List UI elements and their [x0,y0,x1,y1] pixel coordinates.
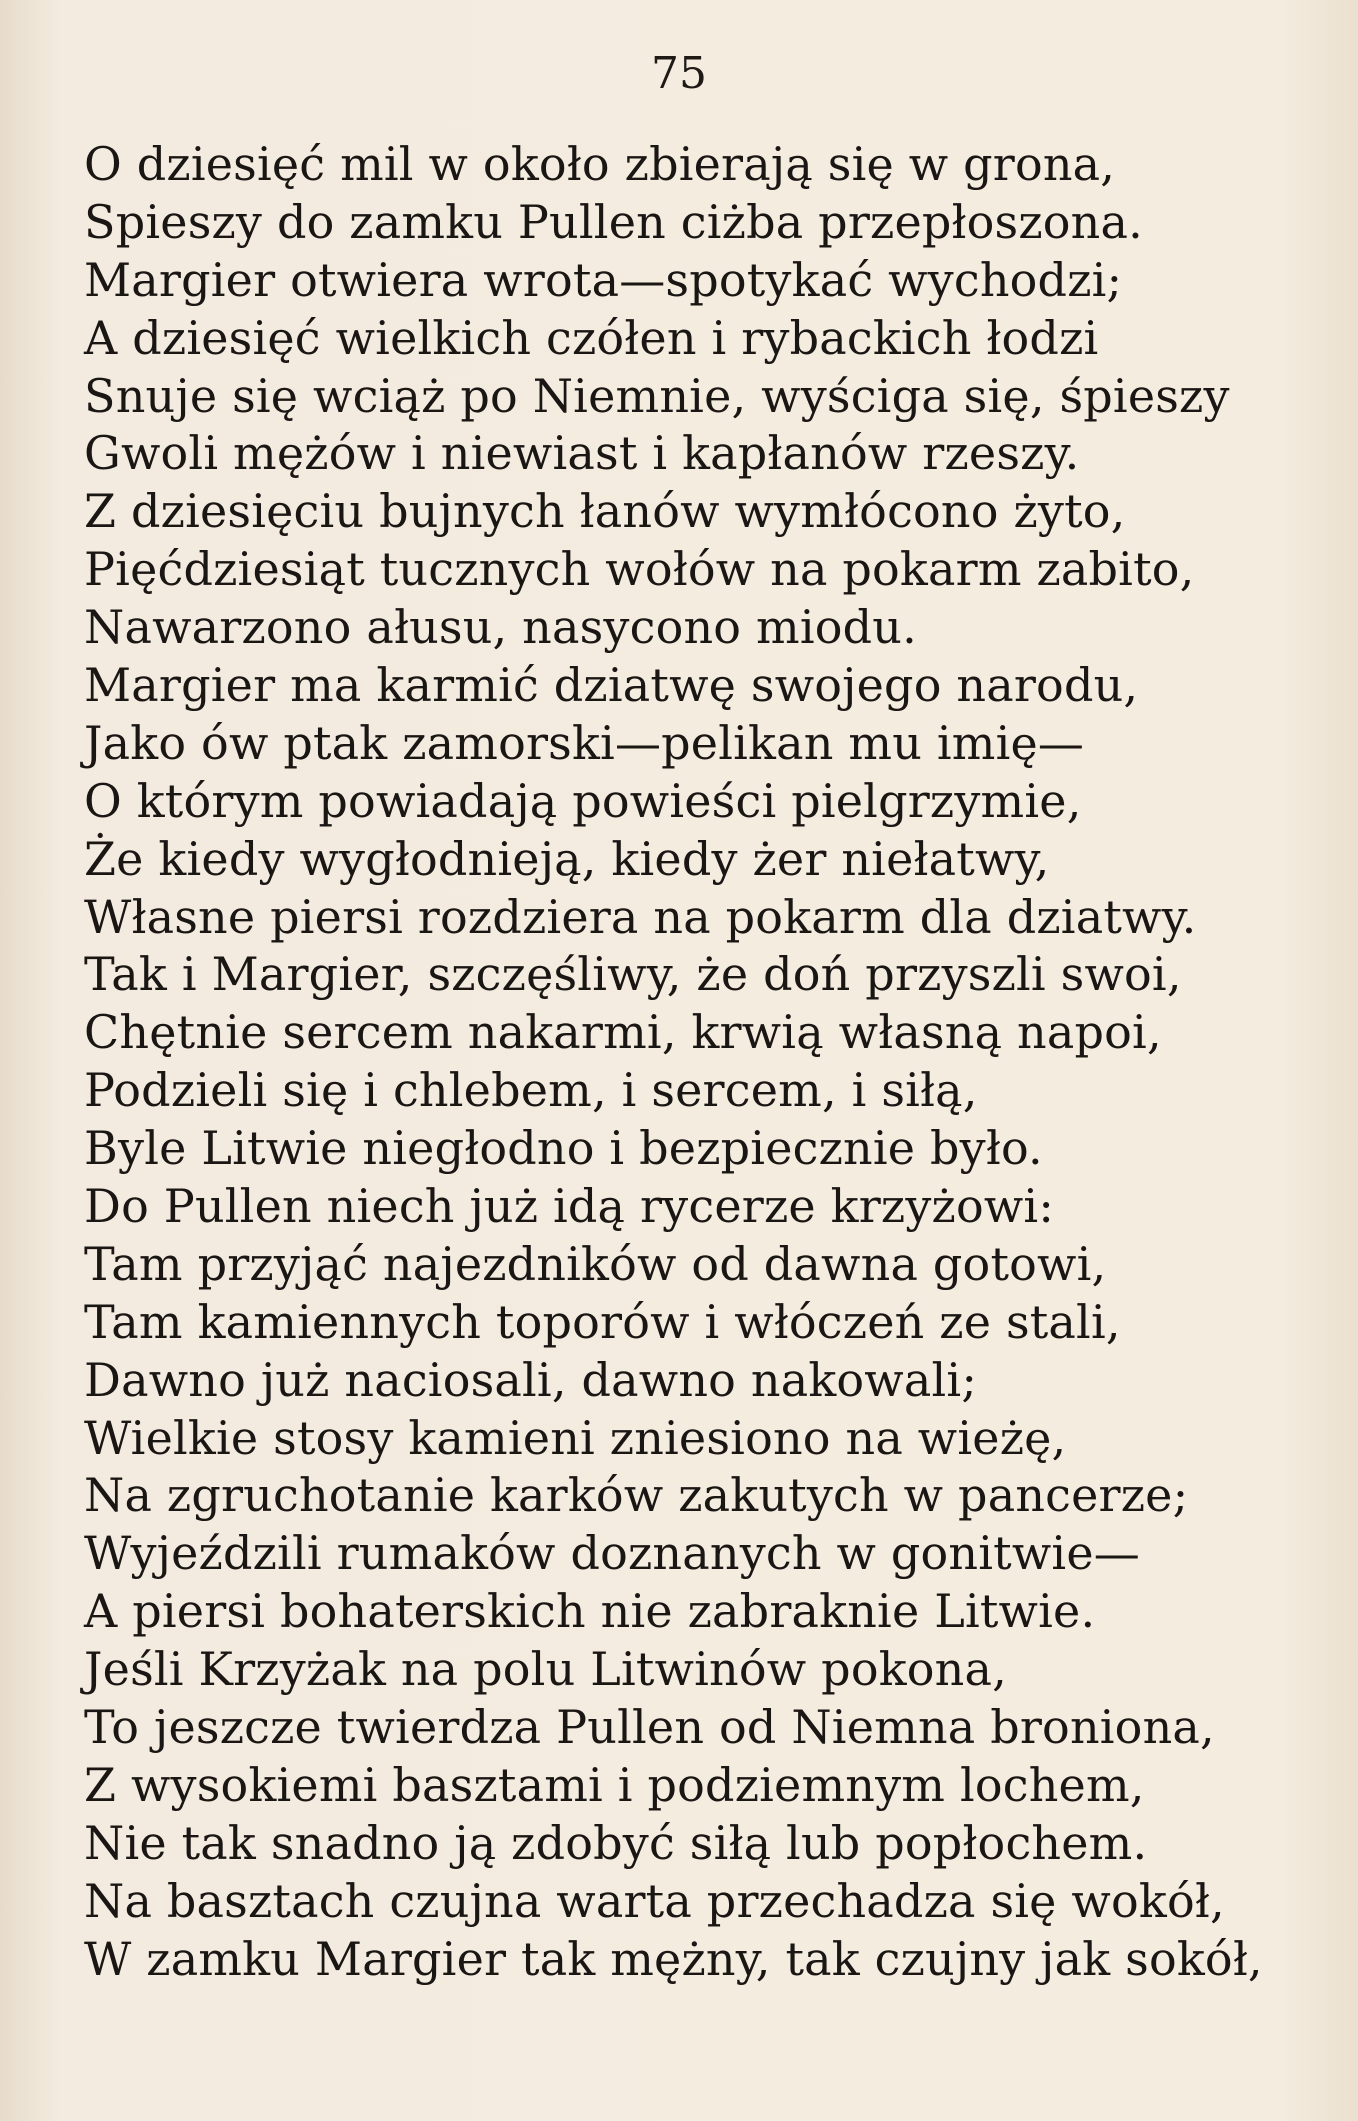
verse-line: Na basztach czujna warta przechadza się wokół, [84,1873,1225,1928]
verse-line: Tak i Margier, szczęśliwy, że doń przyszli swoi, [84,947,1182,1002]
verse-line: Podzieli się i chlebem, i sercem, i siłą, [84,1063,978,1118]
verse-line: Snuje się wciąż po Niemnie, wyściga się, śpieszy [84,368,1230,423]
verse-line: Wielkie stosy kamieni zniesiono na wieżę, [84,1410,1067,1465]
verse-line: Że kiedy wygłodnieją, kiedy żer niełatwy, [84,831,1050,886]
verse-line: A dziesięć wielkich czółen i rybackich łodzi [84,310,1099,365]
verse-line: O dziesięć mil w około zbierają się w grona, [84,137,1116,191]
verse-line: Spieszy do zamku Pullen ciżba przepłoszona. [84,194,1143,249]
verse-line: Margier ma karmić dziatwę swojego narodu, [84,658,1139,713]
verse-line: Margier otwiera wrota—spotykać wychodzi; [84,252,1123,307]
verse-line: To jeszcze twierdza Pullen od Niemna broniona, [84,1700,1215,1755]
verse-line: Chętnie sercem nakarmi, krwią własną napoi, [84,1005,1162,1060]
verse-line: Jako ów ptak zamorski—pelikan mu imię— [84,715,1085,770]
verse-line: Do Pullen niech już idą rycerze krzyżowi: [84,1179,1055,1234]
verse-line: Z wysokiemi basztami i podziemnym lochem, [84,1757,1145,1812]
verse-line: Byle Litwie niegłodno i bezpiecznie było. [84,1121,1043,1176]
verse-line: Pięćdziesiąt tucznych wołów na pokarm zabito, [84,542,1195,597]
verse-line: Gwoli mężów i niewiast i kapłanów rzeszy. [84,426,1080,481]
verse-line: O którym powiadają powieści pielgrzymie, [84,773,1082,828]
verse-line: Wyjeździli rumaków doznanych w gonitwie— [84,1526,1140,1581]
page-number: 75 [651,48,707,99]
verse-line: W zamku Margier tak mężny, tak czujny jak sokół, [84,1931,1263,1986]
verse-line: Jeśli Krzyżak na polu Litwinów pokona, [84,1642,1007,1697]
verse-line: Tam kamiennych toporów i włóczeń ze stali, [84,1294,1121,1349]
verse-line: Tam przyjąć najezdników od dawna gotowi, [84,1236,1107,1291]
verse-line: A piersi bohaterskich nie zabraknie Litwie. [84,1584,1096,1639]
verse-line: Nawarzono ałusu, nasycono miodu. [84,600,917,655]
poem-text [84,136,1334,1989]
verse-line: Na zgruchotanie karków zakutych w pancerze; [84,1468,1189,1523]
verse-line: Własne piersi rozdziera na pokarm dla dziatwy. [84,889,1197,944]
verse-line: Dawno już naciosali, dawno nakowali; [84,1352,978,1407]
verse-line: Nie tak snadno ją zdobyć siłą lub popłochem. [84,1815,1148,1870]
verse-line: Z dziesięciu bujnych łanów wymłócono żyto, [84,484,1126,539]
